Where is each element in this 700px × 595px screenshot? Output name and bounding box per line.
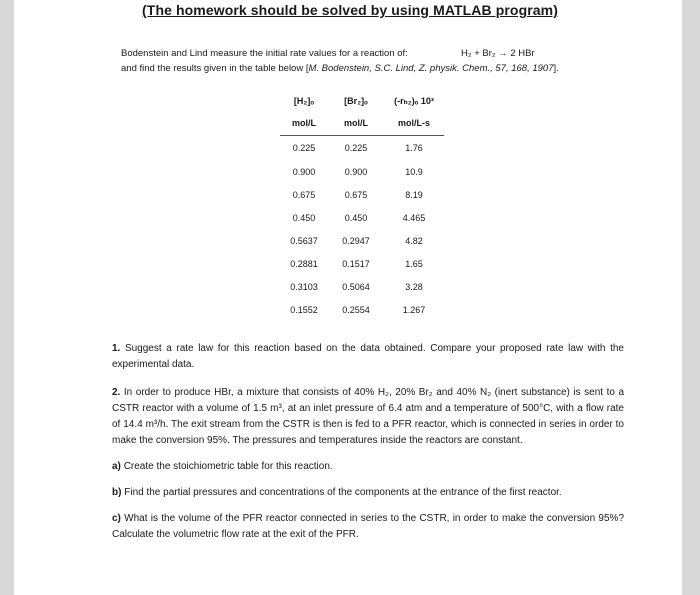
cell-rate: 4.82 [405,235,423,246]
cell-rate: 1.267 [402,304,426,315]
table-row [280,136,444,161]
question-2c-text: What is the volume of the PFR reactor connected in series to the CSTR, in order to make the conversion 95%? Calculate the volumetric flow rate at the exit of the PFR. [112,513,625,540]
cell-h2: 0.450 [292,212,316,223]
questions-section [112,341,624,543]
question-2b-label: b) [112,487,122,498]
cell-h2: 0.900 [292,166,316,177]
intro-line-1 [121,46,559,61]
cell-h2: 0.2881 [290,258,318,269]
header-rate: (-rₕ₂)ₒ 10³ [394,95,434,106]
header-h2: [H₂]ₒ [293,96,315,106]
reference-citation: M. Bodenstein, S.C. Lind, Z. physik. Chem., 57, 168, 1907 [308,63,554,74]
intro-line2-text: and find the results given in the table below [ [121,63,309,74]
cell-h2: 0.225 [292,143,316,153]
cell-br2: 0.900 [344,166,368,177]
question-2-number: 2. [112,387,121,398]
cell-h2: 0.5637 [290,235,318,246]
cell-rate: 4.465 [402,212,426,223]
table-row [280,275,444,298]
intro-line-2 [121,61,559,76]
unit-rate: mol/L-s [384,111,444,136]
question-2b [112,485,624,501]
intro-text: Bodenstein and Lind measure the initial rate values for a reaction of: [121,48,408,59]
cell-h2: 0.3103 [290,281,318,292]
cell-br2: 0.225 [344,143,368,153]
cell-br2: 0.450 [344,212,368,223]
table-row [280,160,444,183]
cell-rate: 1.76 [405,143,423,153]
cell-br2: 0.1517 [342,258,370,269]
cell-h2: 0.1552 [290,304,318,315]
cell-rate: 1.65 [405,258,423,269]
question-2c-label: c) [112,513,121,524]
intro-line2-end: ]. [553,63,559,74]
table-row [280,229,444,252]
cell-rate: 3.28 [405,281,423,292]
table-header-row [280,91,444,111]
cell-br2: 0.675 [344,189,368,200]
cell-rate: 10.9 [405,166,423,177]
cell-rate: 8.19 [405,189,423,200]
question-1-text: Suggest a rate law for this reaction based on the data obtained. Compare your proposed rate law with the experimental data. [112,343,624,370]
header-br2: [Br₂]ₒ [344,96,368,106]
cell-br2: 0.5064 [342,281,370,292]
rate-data-table [280,91,444,321]
cell-br2: 0.2554 [342,304,370,315]
question-1-number: 1. [112,343,121,354]
unit-br2: mol/L [328,111,384,136]
table-units-row [280,111,444,136]
question-2 [112,385,624,449]
table-row [280,252,444,275]
unit-h2: mol/L [280,111,328,136]
cell-h2: 0.675 [292,189,316,200]
page-title: (The homework should be solved by using MATLAB program) [142,2,558,18]
intro-paragraph [121,46,559,76]
question-2-text: In order to produce HBr, a mixture that consists of 40% H₂, 20% Br₂ and 40% N₂ (inert substance) is sent to a CSTR reactor with a volume of 1.5 m³, at an inlet pressure of 6.4 atm and a temperature of 500°C, with a flow rate of 14.4 m³/h. The exit stream from the CSTR is then is fed to a PFR reactor, which is connected in series in order to make the conversion 95%. The pressures and temperatures inside the reactors are constant. [112,387,625,446]
reaction-equation: H₂ + Br₂ → 2 HBr [461,48,535,59]
right-border [682,0,700,595]
question-2a [112,459,624,475]
table-row [280,206,444,229]
question-2a-label: a) [112,461,121,472]
table-row [280,183,444,206]
question-2b-text: Find the partial pressures and concentrations of the components at the entrance of the first reactor. [124,487,562,498]
cell-br2: 0.2947 [342,235,370,246]
table-row [280,298,444,321]
question-2a-text: Create the stoichiometric table for this reaction. [123,461,333,472]
question-2c [112,511,624,543]
question-1 [112,341,624,373]
left-border [0,0,14,595]
